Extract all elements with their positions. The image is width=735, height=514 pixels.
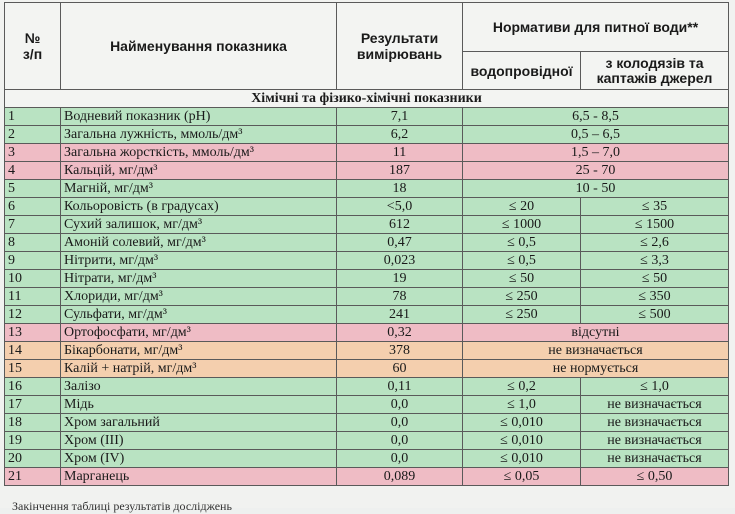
table-row <box>5 342 729 360</box>
norm-well: ≤ 0,50 <box>581 468 729 486</box>
measured-result: 0,0 <box>337 396 463 414</box>
measured-result: 612 <box>337 216 463 234</box>
table-row <box>5 162 729 180</box>
measured-result: 6,2 <box>337 126 463 144</box>
indicator-name: Ортофосфати, мг/дм³ <box>61 324 337 342</box>
row-number: 16 <box>5 378 61 396</box>
norm-well: не визначається <box>581 414 729 432</box>
norm-well: ≤ 1500 <box>581 216 729 234</box>
table-row <box>5 126 729 144</box>
row-number: 11 <box>5 288 61 306</box>
row-number: 20 <box>5 450 61 468</box>
row-number: 2 <box>5 126 61 144</box>
indicator-name: Хром загальний <box>61 414 337 432</box>
header-num: № з/п <box>5 3 61 90</box>
norm-well: ≤ 1,0 <box>581 378 729 396</box>
norm-tap: ≤ 0,2 <box>463 378 581 396</box>
norm-value: не визначається <box>463 342 729 360</box>
table-row <box>5 288 729 306</box>
indicator-name: Сульфати, мг/дм³ <box>61 306 337 324</box>
indicator-name: Бікарбонати, мг/дм³ <box>61 342 337 360</box>
header-norms: Нормативи для питної води** <box>463 3 729 52</box>
row-number: 3 <box>5 144 61 162</box>
row-number: 5 <box>5 180 61 198</box>
table-row <box>5 414 729 432</box>
measured-result: 60 <box>337 360 463 378</box>
table-row <box>5 198 729 216</box>
row-number: 10 <box>5 270 61 288</box>
table-row <box>5 216 729 234</box>
table-row <box>5 378 729 396</box>
row-number: 12 <box>5 306 61 324</box>
norm-tap: ≤ 0,010 <box>463 414 581 432</box>
norm-tap: ≤ 0,05 <box>463 468 581 486</box>
norm-value: 25 - 70 <box>463 162 729 180</box>
table-row <box>5 360 729 378</box>
table-row <box>5 468 729 486</box>
indicator-name: Нітрати, мг/дм³ <box>61 270 337 288</box>
norm-value: відсутні <box>463 324 729 342</box>
measured-result: 0,0 <box>337 432 463 450</box>
indicator-name: Магній, мг/дм³ <box>61 180 337 198</box>
measured-result: 187 <box>337 162 463 180</box>
measured-result: <5,0 <box>337 198 463 216</box>
measured-result: 0,023 <box>337 252 463 270</box>
row-number: 21 <box>5 468 61 486</box>
measured-result: 0,0 <box>337 450 463 468</box>
table-row <box>5 306 729 324</box>
measured-result: 0,0 <box>337 414 463 432</box>
indicator-name: Хром (III) <box>61 432 337 450</box>
norm-tap: ≤ 250 <box>463 288 581 306</box>
norm-well: не визначається <box>581 396 729 414</box>
table-row <box>5 252 729 270</box>
indicator-name: Сухий залишок, мг/дм³ <box>61 216 337 234</box>
footnote: Закінчення таблиці результатів досліджень <box>12 499 232 513</box>
norm-tap: ≤ 1000 <box>463 216 581 234</box>
measured-result: 18 <box>337 180 463 198</box>
norm-well: не визначається <box>581 432 729 450</box>
row-number: 18 <box>5 414 61 432</box>
norm-tap: ≤ 0,5 <box>463 252 581 270</box>
indicator-name: Загальна жорсткість, ммоль/дм³ <box>61 144 337 162</box>
norm-well: не визначається <box>581 450 729 468</box>
row-number: 13 <box>5 324 61 342</box>
indicator-name: Марганець <box>61 468 337 486</box>
row-number: 6 <box>5 198 61 216</box>
table-row <box>5 108 729 126</box>
table-row <box>5 270 729 288</box>
norm-tap: ≤ 20 <box>463 198 581 216</box>
measured-result: 7,1 <box>337 108 463 126</box>
indicator-name: Нітрити, мг/дм³ <box>61 252 337 270</box>
measured-result: 78 <box>337 288 463 306</box>
norm-well: ≤ 3,3 <box>581 252 729 270</box>
norm-well: ≤ 35 <box>581 198 729 216</box>
norm-well: ≤ 500 <box>581 306 729 324</box>
table-row <box>5 396 729 414</box>
table-row <box>5 432 729 450</box>
header-tap: водопровідної <box>463 52 581 90</box>
row-number: 8 <box>5 234 61 252</box>
table-row <box>5 450 729 468</box>
norm-well: ≤ 50 <box>581 270 729 288</box>
table-row <box>5 324 729 342</box>
norm-tap: ≤ 0,010 <box>463 432 581 450</box>
measured-result: 19 <box>337 270 463 288</box>
row-number: 17 <box>5 396 61 414</box>
row-number: 1 <box>5 108 61 126</box>
table-row <box>5 180 729 198</box>
section-row <box>5 90 729 108</box>
norm-value: 6,5 - 8,5 <box>463 108 729 126</box>
indicator-name: Залізо <box>61 378 337 396</box>
row-number: 4 <box>5 162 61 180</box>
indicator-name: Загальна лужність, ммоль/дм³ <box>61 126 337 144</box>
indicator-name: Мідь <box>61 396 337 414</box>
measured-result: 378 <box>337 342 463 360</box>
header-well: з колодязів та каптажів джерел <box>581 52 729 90</box>
table-row <box>5 234 729 252</box>
norm-well: ≤ 350 <box>581 288 729 306</box>
norm-value: 0,5 – 6,5 <box>463 126 729 144</box>
header-name: Найменування показника <box>61 3 337 90</box>
norm-tap: ≤ 0,5 <box>463 234 581 252</box>
row-number: 7 <box>5 216 61 234</box>
indicator-name: Кольоровість (в градусах) <box>61 198 337 216</box>
indicator-name: Водневий показник (pH) <box>61 108 337 126</box>
measured-result: 241 <box>337 306 463 324</box>
header-row-1 <box>5 3 729 52</box>
indicator-name: Хлориди, мг/дм³ <box>61 288 337 306</box>
norm-tap: ≤ 1,0 <box>463 396 581 414</box>
row-number: 14 <box>5 342 61 360</box>
measured-result: 0,089 <box>337 468 463 486</box>
results-table <box>4 2 729 486</box>
measured-result: 11 <box>337 144 463 162</box>
norm-value: 10 - 50 <box>463 180 729 198</box>
measured-result: 0,47 <box>337 234 463 252</box>
section-title: Хімічні та фізико-хімічні показники <box>5 90 729 108</box>
row-number: 19 <box>5 432 61 450</box>
norm-tap: ≤ 50 <box>463 270 581 288</box>
measured-result: 0,32 <box>337 324 463 342</box>
table-row <box>5 144 729 162</box>
norm-value: 1,5 – 7,0 <box>463 144 729 162</box>
norm-value: не нормується <box>463 360 729 378</box>
row-number: 15 <box>5 360 61 378</box>
indicator-name: Амоній солевий, мг/дм³ <box>61 234 337 252</box>
norm-well: ≤ 2,6 <box>581 234 729 252</box>
indicator-name: Хром (IV) <box>61 450 337 468</box>
header-result: Результати вимірювань <box>337 3 463 90</box>
measured-result: 0,11 <box>337 378 463 396</box>
norm-tap: ≤ 0,010 <box>463 450 581 468</box>
row-number: 9 <box>5 252 61 270</box>
indicator-name: Кальцій, мг/дм³ <box>61 162 337 180</box>
indicator-name: Калій + натрій, мг/дм³ <box>61 360 337 378</box>
norm-tap: ≤ 250 <box>463 306 581 324</box>
